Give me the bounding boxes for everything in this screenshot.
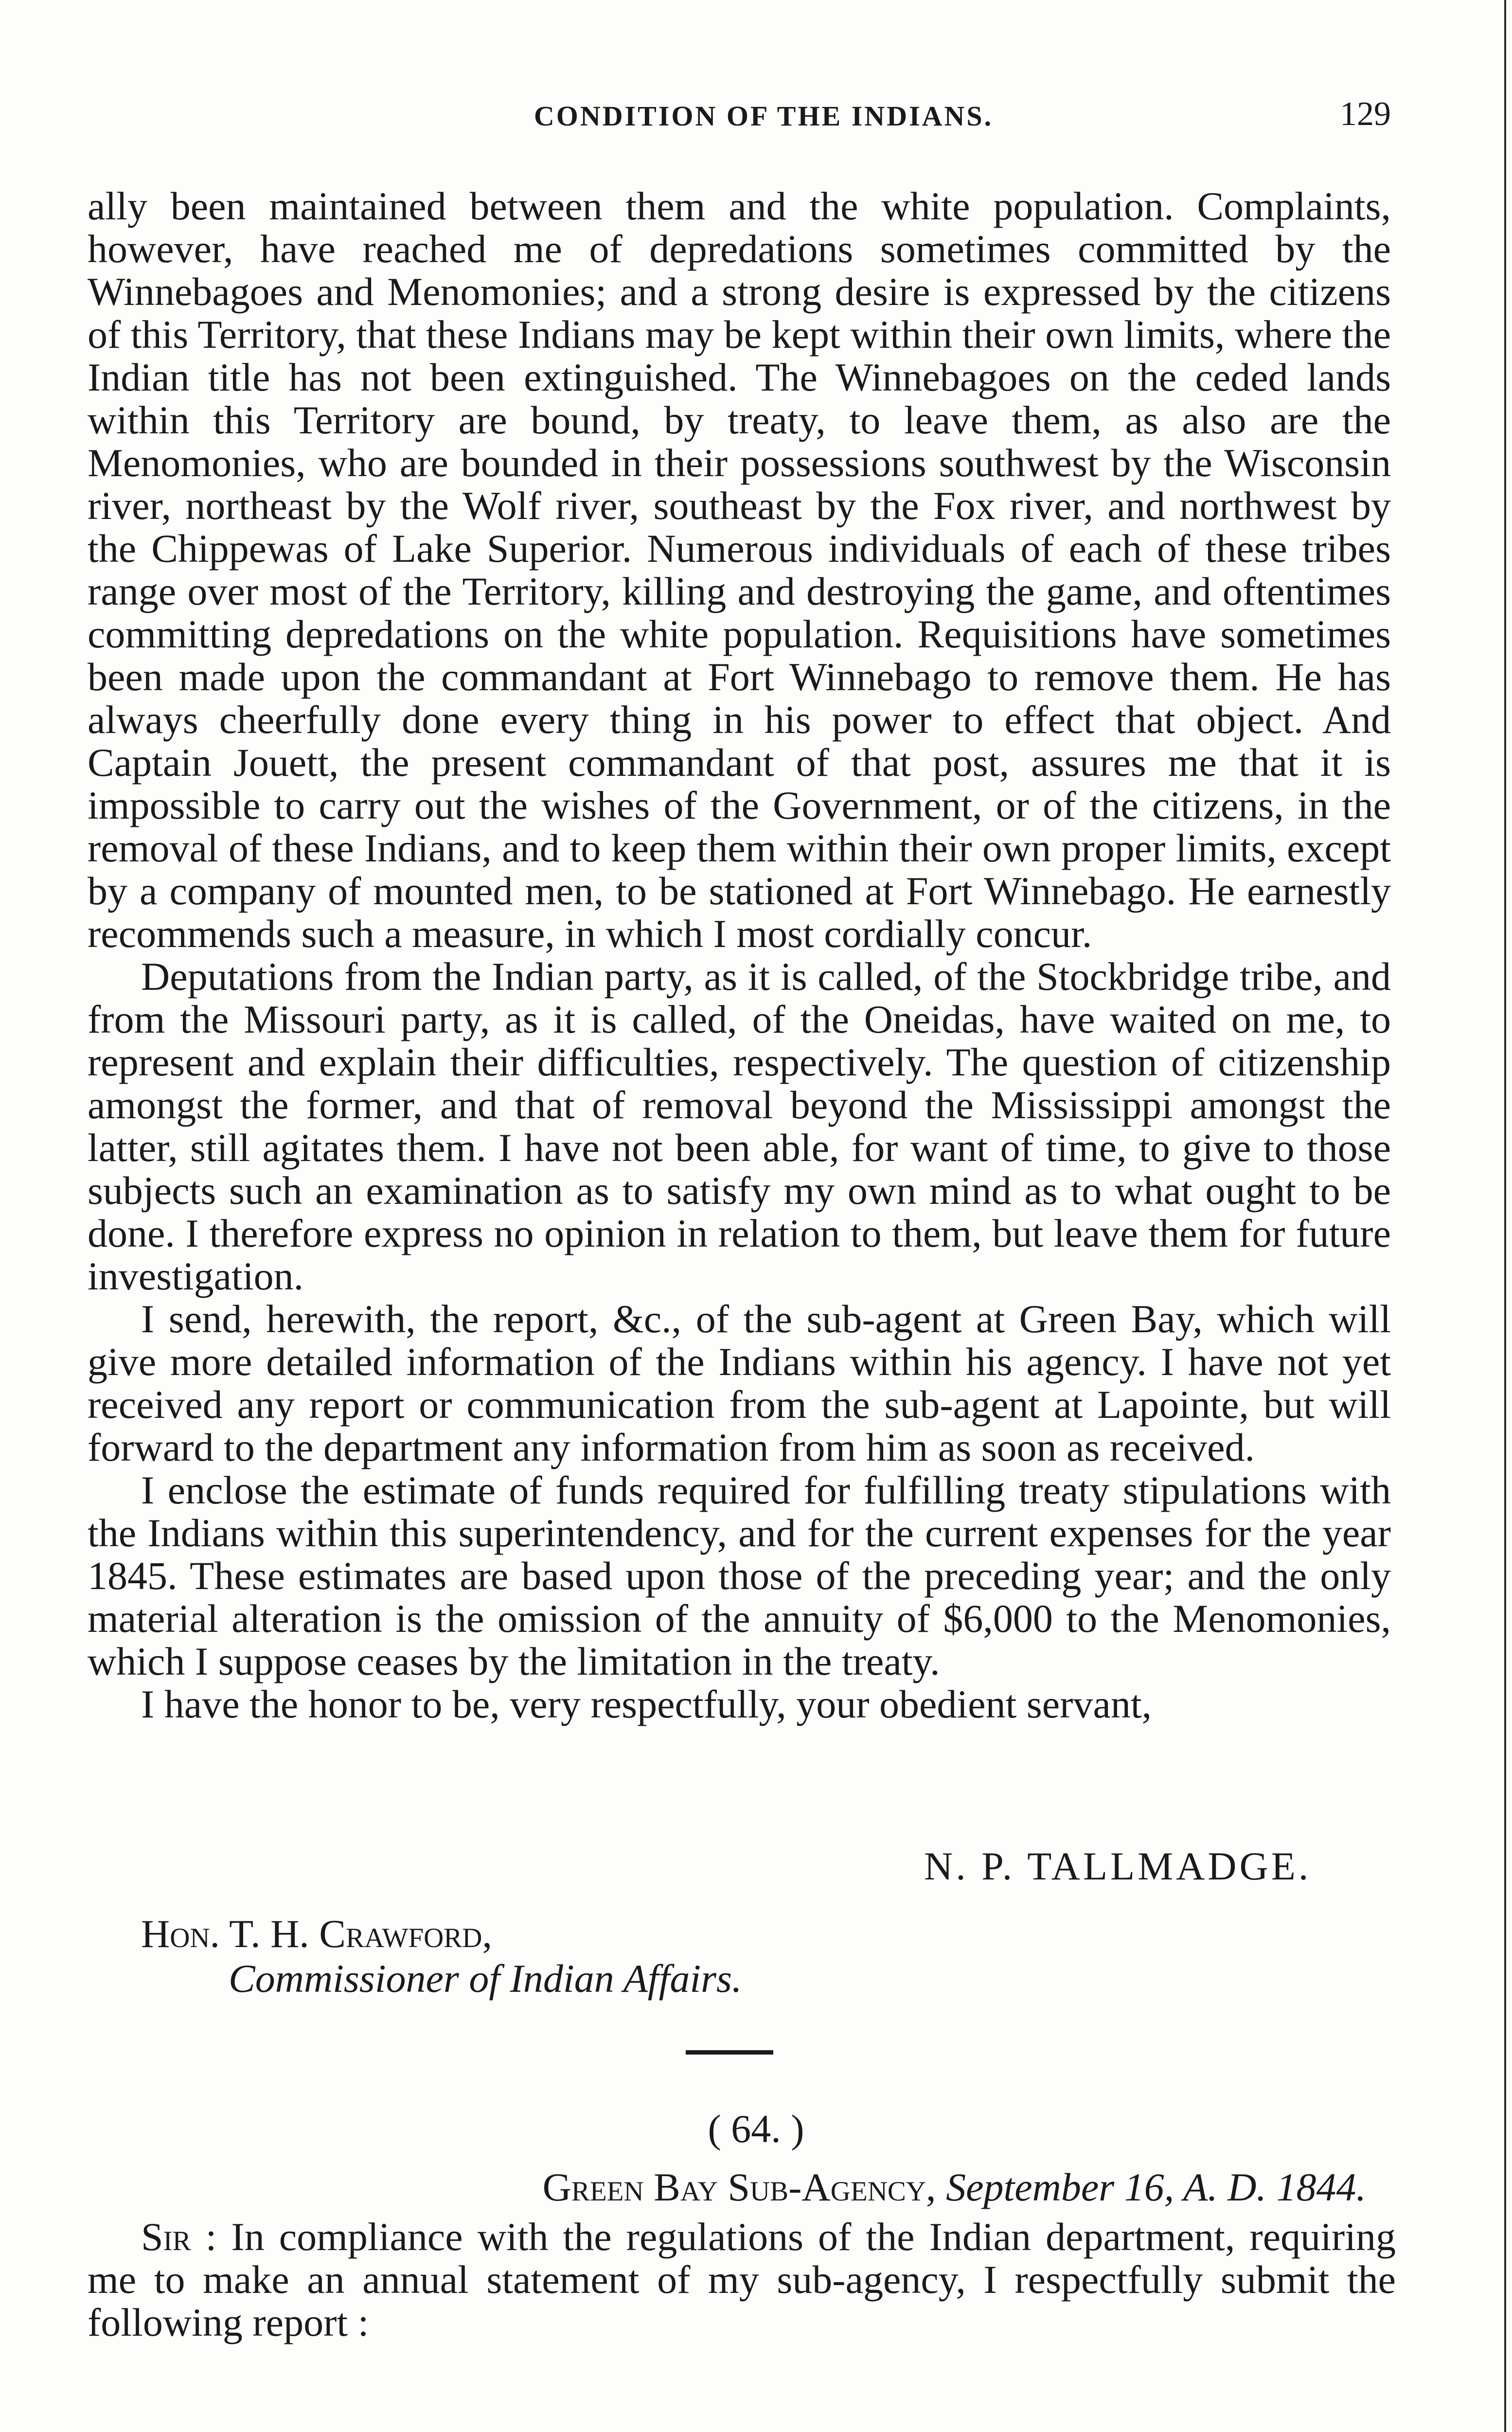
running-title: CONDITION OF THE INDIANS. [534,100,994,132]
addressee-name: Hon. T. H. Crawford, [141,1912,492,1956]
dateline-date: September 16, A. D. 1844. [946,2165,1366,2209]
complimentary-close: I have the honor to be, very respectfully, your obedient servant, [141,1682,1152,1726]
document-number: ( 64. ) [708,2107,804,2151]
paragraph: I send, herewith, the report, &c., of the sub-agent at Green Bay, which will give more detailed information of the Indians within his agency. I have not yet received any report or communication from the sub-agent at Lapointe, but will forward to the department any information from him as soon as received. [88,1297,1391,1469]
paragraph: Deputations from the Indian party, as it is called, of the Stockbridge tribe, and from the Missouri party, as it is called, of the Oneidas, have waited on me, to represent and explain their difficulties, respectively. The question of citizenship amongst the former, and that of removal beyond the Mississippi amongst the latter, still agitates them. I have not been able, for want of time, to give to those subjects such an examination as to satisfy my own mind as to what ought to be done. I therefore express no opinion in relation to them, but leave them for future investigation. [88,954,1391,1298]
section-divider [686,2050,773,2055]
next-letter-opening [88,2216,1396,2344]
dateline [543,2164,1366,2210]
addressee-title: Commissioner of Indian Affairs. [229,1956,742,2001]
page-number: 129 [1340,95,1391,133]
running-head [136,95,1391,143]
salutation: Sir : [141,2215,217,2259]
signature: N. P. TALLMADGE. [924,1844,1312,1888]
paragraph-continuation: ally been maintained between them and the white population. Complaints, however, have reached me of depredations sometimes committed by the Winnebagoes and Menomonies; and a strong desire is expressed by the citizens of this Territory, that these Indians may be kept within their own limits, where the Indian title has not been extinguished. The Winnebagoes on the ceded lands within this Territory are bound, by treaty, to leave them, as also are the Menomonies, who are bounded in their possessions southwest by the Wisconsin river, northeast by the Wolf river, southeast by the Fox river, and northwest by the Chippewas of Lake Superior. Numerous individuals of each of these tribes range over most of the Territory, killing and destroying the game, and oftentimes committing depredations on the white population. Requisitions have sometimes been made upon the commandant at Fort Winnebago to remove them. He has always cheerfully done every thing in his power to effect that object. And Captain Jouett, the present commandant of that post, assures me that it is impossible to carry out the wishes of the Government, or of the citizens, in the removal of these Indians, and to keep them within their own proper limits, except by a company of mounted men, to be stationed at Fort Winnebago. He earnestly recommends such a measure, in which I most cordially concur. [88,184,1391,956]
dateline-place: Green Bay Sub-Agency, [542,2165,936,2209]
opening-text: In compliance with the regulations of the Indian department, requiring me to make an annual statement of my sub-agency, I respectfully submit the following report : [88,2215,1396,2344]
paragraph: I enclose the estimate of funds required for fulfilling treaty stipulations with the Indians within this superintendency, and for the current expenses for the year 1845. These estimates are based upon those of the preceding year; and the only material alteration is the omission of the annuity of $6,000 to the Menomonies, which I suppose ceases by the limitation in the treaty. [88,1468,1391,1683]
letter-body [88,185,1391,1726]
scan-edge [1504,0,1506,2432]
addressee-block [141,1912,742,2001]
